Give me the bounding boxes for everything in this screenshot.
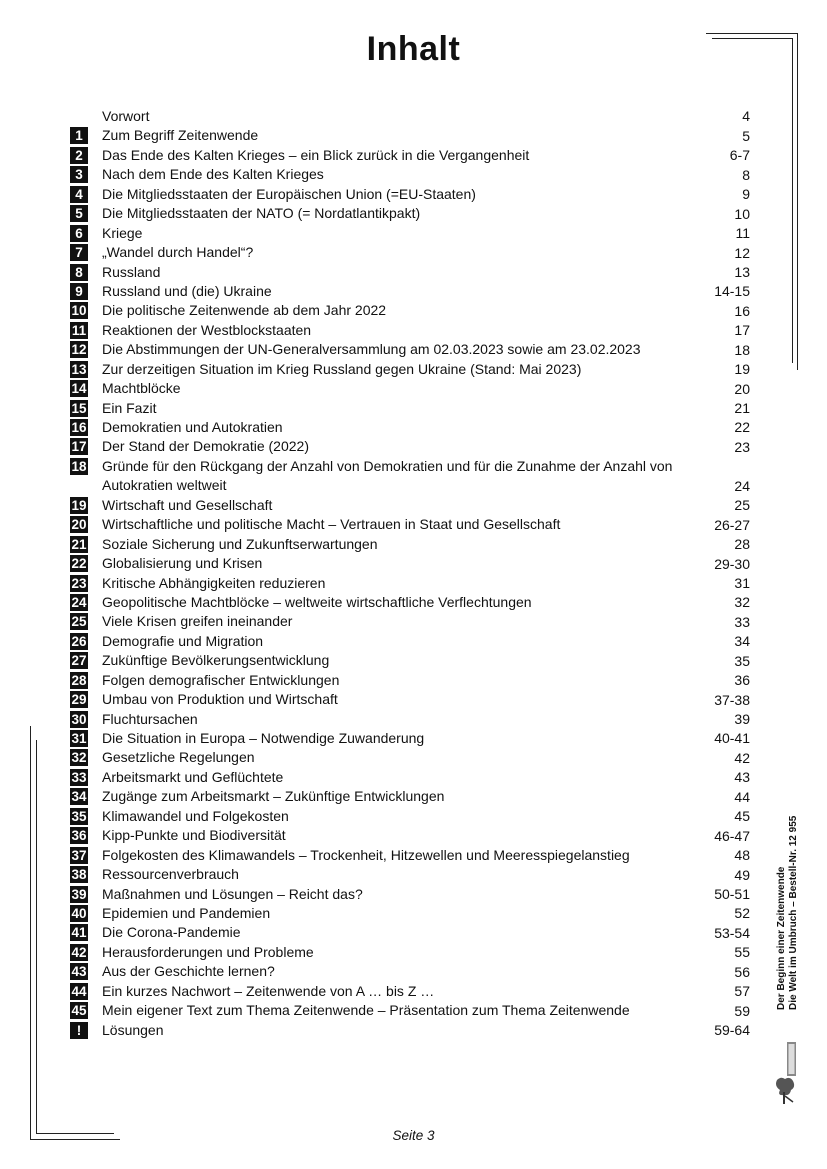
toc-entry-title: Epidemien und Pandemien <box>102 904 271 921</box>
toc-entry-title: Das Ende des Kalten Krieges – ein Blick zurück in die Vergangenheit <box>102 146 530 163</box>
toc-entry <box>70 923 750 942</box>
chapter-number-badge: 16 <box>71 420 87 435</box>
toc-entry-pages: 45 <box>734 808 750 825</box>
toc-entry <box>70 418 750 437</box>
toc-entry-title: Der Stand der Demokratie (2022) <box>102 438 309 455</box>
toc-entry-pages: 39 <box>734 711 750 728</box>
frame-line <box>792 38 793 363</box>
toc-entry <box>70 437 750 456</box>
toc-entry-title: Aus der Geschichte lernen? <box>102 963 275 980</box>
toc-entry <box>70 846 750 865</box>
toc-entry-title: Kipp-Punkte und Biodiversität <box>102 827 286 844</box>
toc-entry-title: Reaktionen der Westblockstaaten <box>102 321 312 338</box>
chapter-number-badge: 27 <box>71 653 87 669</box>
toc-entry <box>70 185 750 204</box>
chapter-number-badge: 36 <box>71 828 87 844</box>
chapter-number-badge: 43 <box>71 964 87 980</box>
chapter-number-badge: 40 <box>71 905 87 921</box>
toc-entry-title: Klimawandel und Folgekosten <box>102 807 289 824</box>
toc-entry-title: Ein Fazit <box>102 399 157 416</box>
toc-entry-title: Mein eigener Text zum Thema Zeitenwende – Präsentation zum Thema Zeitenwende <box>102 1002 630 1019</box>
toc-entry-title: Die politische Zeitenwende ab dem Jahr 2022 <box>102 302 387 319</box>
toc-entry-pages: 14-15 <box>714 283 750 300</box>
toc-entry-pages: 34 <box>734 633 750 650</box>
toc-entry-title: Kriege <box>102 224 143 241</box>
toc-entry <box>70 457 750 496</box>
toc-entry <box>70 982 750 1001</box>
toc-entry-title: Gründe für den Rückgang der Anzahl von Demokratien und für die Zunahme der Anzahl von Autokratien weltweit <box>102 457 673 494</box>
toc-entry <box>70 496 750 515</box>
toc-entry-pages: 6-7 <box>729 147 750 164</box>
toc-entry-pages: 57 <box>734 983 750 1000</box>
toc-entry-title: Die Mitgliedsstaaten der NATO (= Nordatlantikpakt) <box>102 205 421 222</box>
toc-entry <box>70 263 750 282</box>
toc-entry-title: Folgekosten des Klimawandels – Trockenheit, Hitzewellen und Meeresspiegelanstieg <box>102 846 630 863</box>
toc-entry <box>70 126 750 145</box>
toc-entry-title: Die Corona-Pandemie <box>102 924 241 941</box>
chapter-number-badge: 23 <box>71 575 87 591</box>
toc-entry <box>70 146 750 165</box>
toc-entry-pages: 13 <box>734 263 750 280</box>
toc-entry <box>70 807 750 826</box>
toc-entry <box>70 321 750 340</box>
chapter-number-badge: 25 <box>71 614 87 630</box>
toc-entry-title: Umbau von Produktion und Wirtschaft <box>102 691 338 708</box>
chapter-number-badge: 8 <box>70 264 88 281</box>
toc-entry-title: „Wandel durch Handel“? <box>102 244 254 261</box>
toc-entry-title: Zukünftige Bevölkerungsentwicklung <box>102 652 330 669</box>
toc-entry-title: Russland und (die) Ukraine <box>102 282 272 299</box>
toc-entry-pages: 26-27 <box>714 516 750 533</box>
chapter-number-badge: 37 <box>71 847 87 863</box>
toc-entry-pages: 16 <box>734 302 750 319</box>
chapter-number-badge: 29 <box>71 692 87 708</box>
toc-entry-title: Nach dem Ende des Kalten Krieges <box>102 166 324 183</box>
toc-entry-pages: 21 <box>734 400 750 416</box>
toc-entry-title: Maßnahmen und Lösungen – Reicht das? <box>102 885 363 902</box>
toc-entry-title: Vorwort <box>102 108 150 124</box>
toc-entry-pages: 12 <box>734 244 750 261</box>
toc-entry <box>70 1001 750 1020</box>
toc-entry-title: Wirtschaft und Gesellschaft <box>102 496 273 513</box>
chapter-number-badge: 42 <box>71 944 87 960</box>
chapter-number-badge: 35 <box>71 808 87 824</box>
toc-entry-pages: 43 <box>734 769 750 786</box>
toc-entry-pages: 55 <box>734 944 750 961</box>
toc-entry-pages: 37-38 <box>714 691 750 708</box>
toc-entry-title: Globalisierung und Krisen <box>102 555 263 572</box>
chapter-number-badge: 31 <box>71 731 87 747</box>
toc-entry <box>70 904 750 923</box>
toc-entry-title: Die Abstimmungen der UN-Generalversammlung am 02.03.2023 sowie am 23.02.2023 <box>102 341 641 358</box>
toc-entry-pages: 32 <box>734 594 750 611</box>
toc-entry <box>70 379 750 398</box>
toc-entry <box>70 554 750 573</box>
chapter-number-badge: 34 <box>71 789 87 805</box>
toc-entry-pages: 31 <box>734 574 750 591</box>
toc-entry <box>70 243 750 262</box>
toc-entry <box>70 204 750 223</box>
toc-entry-title: Die Mitgliedsstaaten der Europäischen Union (=EU-Staaten) <box>102 185 476 202</box>
toc-entry <box>70 651 750 670</box>
toc-entry <box>70 690 750 709</box>
toc-entry-pages: 42 <box>734 749 750 766</box>
chapter-number-badge: 4 <box>70 186 88 203</box>
chapter-number-badge: 5 <box>70 205 88 222</box>
toc-entry-title: Viele Krisen greifen ineinander <box>102 613 293 630</box>
toc-entry-title: Ein kurzes Nachwort – Zeitenwende von A … bis Z … <box>102 982 435 999</box>
toc-entry-title: Wirtschaftliche und politische Macht – Vertrauen in Staat und Gesellschaft <box>102 516 561 533</box>
toc-entry-pages: 17 <box>734 322 750 339</box>
toc-entry-title: Geopolitische Machtblöcke – weltweite wirtschaftliche Verflechtungen <box>102 593 532 610</box>
chapter-number-badge: 44 <box>71 983 87 999</box>
toc-entry <box>70 399 750 418</box>
toc-entry-pages: 44 <box>734 788 750 805</box>
chapter-number-badge: 2 <box>70 147 88 164</box>
chapter-number-badge: 24 <box>71 594 87 610</box>
toc-entry <box>70 787 750 806</box>
toc-entry-pages: 4 <box>742 108 750 125</box>
toc-entry-pages: 52 <box>734 905 750 922</box>
chapter-number-badge: 41 <box>71 925 87 941</box>
side-line-2: Die Welt im Umbruch – Bestell-Nr. 12 955 <box>788 815 799 1010</box>
toc-entry <box>70 593 750 612</box>
toc-entry-pages: 18 <box>734 341 750 358</box>
toc-entry <box>70 710 750 729</box>
toc-entry <box>70 943 750 962</box>
toc-entry-title: Soziale Sicherung und Zukunftserwartungen <box>102 535 378 552</box>
toc-entry-pages: 35 <box>734 652 750 669</box>
toc-entry <box>70 282 750 301</box>
toc-entry <box>70 107 750 126</box>
chapter-number-badge: 45 <box>71 1003 87 1019</box>
toc-entry <box>70 535 750 554</box>
toc-entry-pages: 50-51 <box>714 885 750 902</box>
chapter-number-badge: 13 <box>71 361 87 377</box>
toc-entry <box>70 632 750 651</box>
toc-entry-pages: 48 <box>734 847 750 864</box>
chapter-number-badge: 15 <box>71 400 87 416</box>
chapter-number-badge: 26 <box>71 633 87 649</box>
toc-entry-pages: 33 <box>734 613 750 630</box>
toc-entry-pages: 36 <box>734 672 750 689</box>
toc-entry <box>70 301 750 320</box>
toc-entry <box>70 224 750 243</box>
chapter-number-badge: 1 <box>70 127 88 144</box>
chapter-number-badge: 39 <box>71 886 87 902</box>
toc-entry-pages: 11 <box>735 225 750 242</box>
toc-entry-title: Demokratien und Autokratien <box>102 419 283 435</box>
toc-entry <box>70 885 750 904</box>
chapter-number-badge: 9 <box>70 283 88 300</box>
chapter-number-badge: 38 <box>71 867 87 883</box>
toc-entry-title: Kritische Abhängigkeiten reduzieren <box>102 574 326 591</box>
toc-entry-pages: 24 <box>734 477 750 494</box>
toc-entry-pages: 56 <box>734 963 750 980</box>
toc-entry-pages: 53-54 <box>714 924 750 941</box>
toc-entry <box>70 612 750 631</box>
toc-entry <box>70 340 750 359</box>
toc-entry-title: Machtblöcke <box>102 380 181 397</box>
chapter-number-badge: 30 <box>71 711 87 727</box>
toc-entry <box>70 729 750 748</box>
toc-entry <box>70 165 750 184</box>
chapter-number-badge: 18 <box>71 458 87 474</box>
chapter-number-badge: 17 <box>71 439 87 455</box>
toc-entry-pages: 49 <box>734 866 750 883</box>
toc-entry-title: Russland <box>102 263 161 280</box>
toc-entry-title: Demografie und Migration <box>102 632 264 649</box>
side-line-1: Der Beginn einer Zeitenwende <box>776 866 787 1010</box>
page-number: Seite 3 <box>392 1128 435 1143</box>
toc-entry-title: Gesetzliche Regelungen <box>102 749 255 766</box>
toc-entry-title: Zur derzeitigen Situation im Krieg Russland gegen Ukraine (Stand: Mai 2023) <box>102 360 582 377</box>
chapter-number-badge: 11 <box>71 322 87 338</box>
toc-entry-pages: 10 <box>734 205 750 222</box>
toc-entry <box>70 865 750 884</box>
chapter-number-badge: 19 <box>71 497 87 513</box>
toc-entry-title: Folgen demografischer Entwicklungen <box>102 671 340 688</box>
chapter-number-badge: 14 <box>71 381 87 397</box>
toc-entry-pages: 19 <box>734 361 750 378</box>
toc-entry-pages: 23 <box>734 438 750 455</box>
frame-line <box>36 740 37 1134</box>
chapter-number-badge: 6 <box>70 225 88 242</box>
toc-entry-pages: 59-64 <box>714 1022 750 1039</box>
toc-entry-pages: 25 <box>734 497 750 514</box>
chapter-number-badge: 7 <box>70 244 88 261</box>
toc-entry-pages: 8 <box>742 166 750 183</box>
toc-entry <box>70 1021 750 1040</box>
toc-entry-pages: 46-47 <box>714 827 750 844</box>
toc-entry-title: Herausforderungen und Probleme <box>102 943 314 960</box>
chapter-number-badge: 22 <box>71 556 87 572</box>
toc-entry-title: Lösungen <box>102 1021 164 1038</box>
toc-entry <box>70 768 750 787</box>
page-title: Inhalt <box>366 30 461 68</box>
toc-entry-pages: 20 <box>734 380 750 397</box>
chapter-number-badge: ! <box>70 1022 88 1039</box>
chapter-number-badge: 28 <box>71 672 87 688</box>
toc-entry-title: Zugänge zum Arbeitsmarkt – Zukünftige Entwicklungen <box>102 788 445 805</box>
toc-entry-title: Die Situation in Europa – Notwendige Zuwanderung <box>102 730 425 747</box>
side-publication-info <box>776 816 800 1010</box>
toc-entry-pages: 29-30 <box>714 555 750 572</box>
toc-entry-title: Ressourcenverbrauch <box>102 866 239 883</box>
toc-entry <box>70 962 750 981</box>
chapter-number-badge: 20 <box>71 517 87 533</box>
toc-entry <box>70 574 750 593</box>
toc-entry <box>70 826 750 845</box>
frame-line <box>30 726 31 1140</box>
toc-entry-title: Zum Begriff Zeitenwende <box>102 127 259 144</box>
toc-entry-pages: 40-41 <box>714 730 750 747</box>
frame-line <box>797 33 798 370</box>
toc-entry <box>70 360 750 379</box>
toc-entry-pages: 59 <box>734 1002 750 1019</box>
toc-entry-pages: 28 <box>734 536 750 553</box>
toc-entry <box>70 515 750 534</box>
chapter-number-badge: 32 <box>71 750 87 766</box>
chapter-number-badge: 3 <box>70 166 88 183</box>
publisher-logo-icon <box>770 1040 798 1108</box>
toc-entry-title: Fluchtursachen <box>102 710 198 727</box>
toc-entry-pages: 9 <box>742 186 750 203</box>
chapter-number-badge: 33 <box>71 769 87 785</box>
toc-entry <box>70 748 750 767</box>
chapter-number-badge: 21 <box>71 536 87 552</box>
table-of-contents <box>70 107 750 1040</box>
toc-entry <box>70 671 750 690</box>
toc-entry-title: Arbeitsmarkt und Geflüchtete <box>102 768 284 785</box>
chapter-number-badge: 10 <box>71 303 87 319</box>
chapter-number-badge: 12 <box>71 342 87 358</box>
toc-entry-pages: 22 <box>734 419 750 436</box>
toc-entry-pages: 5 <box>742 127 750 144</box>
